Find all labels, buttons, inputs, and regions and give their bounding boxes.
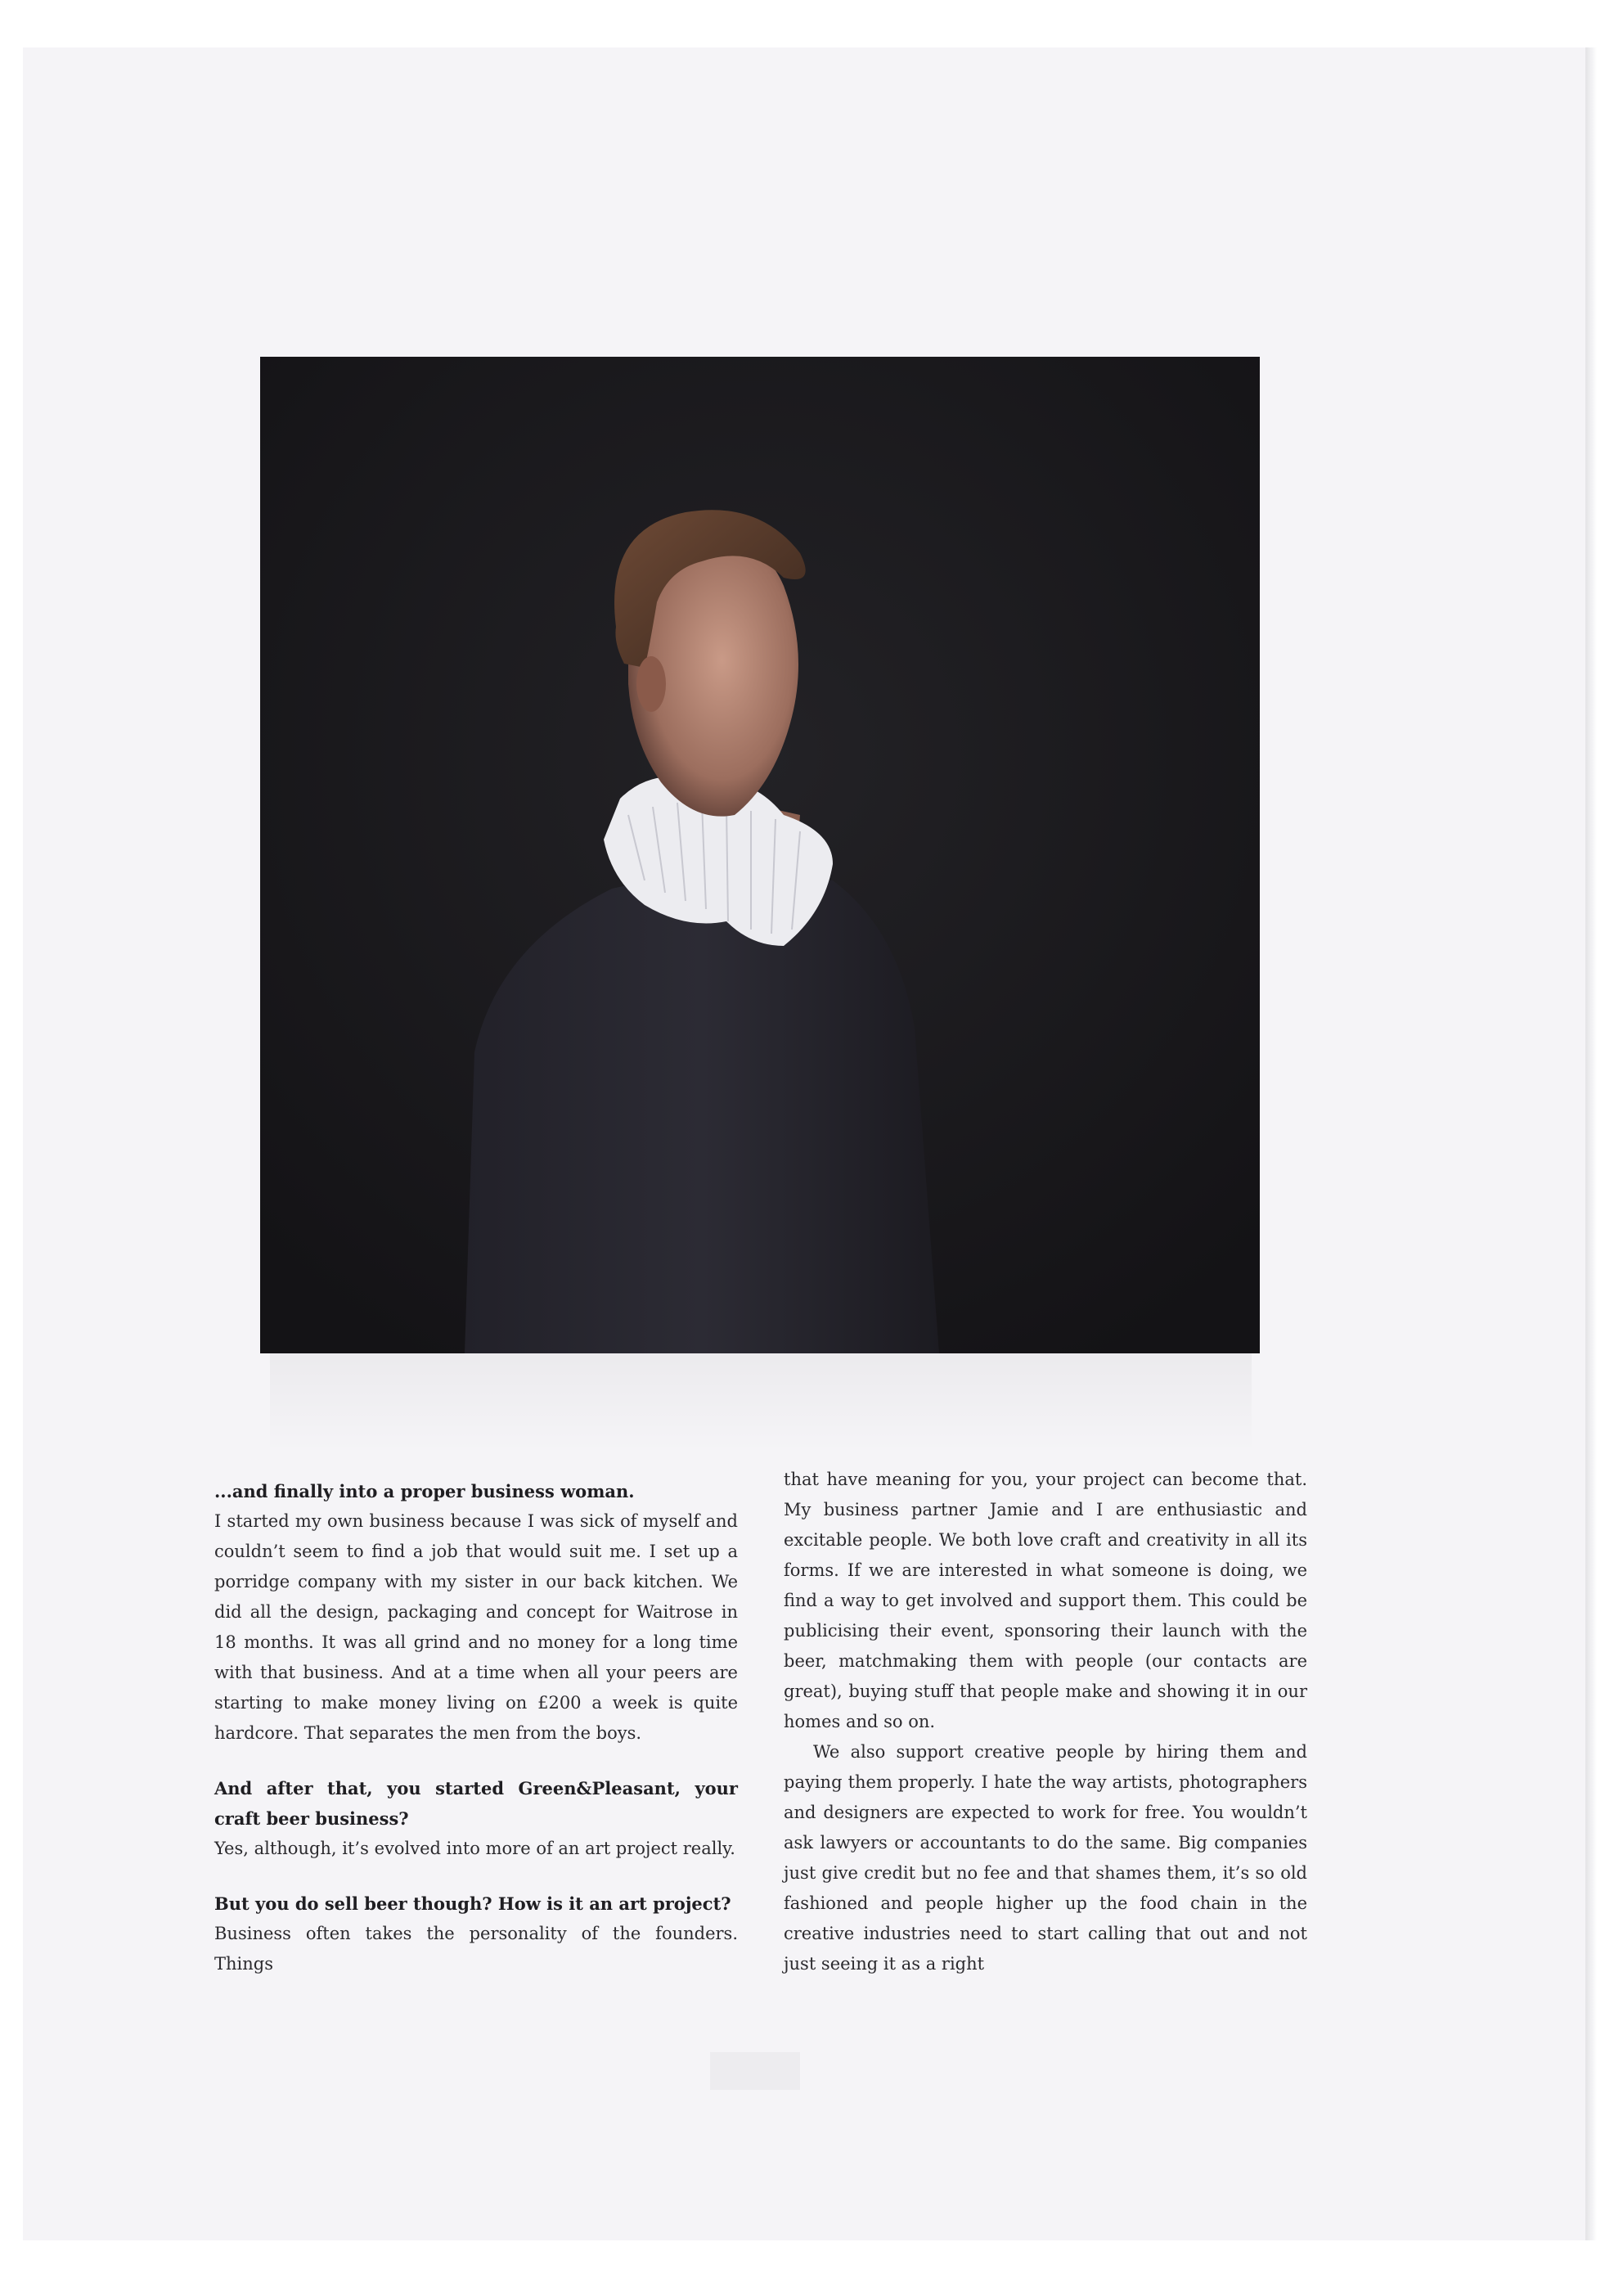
interview-question: ...and finally into a proper business woman.	[214, 1481, 635, 1501]
photo-shadow	[270, 1353, 1252, 1452]
paragraph-gap	[214, 1749, 738, 1773]
page-edge	[1585, 47, 1597, 2240]
interview-answer: that have meaning for you, your project can become that. My business partner Jamie and I are enthusiastic and excitable people. We both love craft and creativity in all its forms. If we are interested in what someone is doing, we find a way to get involved and support them. This could be publicising their event, sponsoring their launch with the beer, matchmaking them with people (our contacts are great), buying stuff that people make and showing it in our homes and so on.	[784, 1470, 1307, 1731]
paragraph-gap	[214, 1864, 738, 1889]
interview-answer: Business often takes the personality of the founders. Things	[214, 1924, 738, 1974]
interview-question: And after that, you started Green&Pleasant, your craft beer business?	[214, 1778, 738, 1829]
interview-answer: Yes, although, it’s evolved into more of an art project really.	[214, 1839, 735, 1858]
interview-question: But you do sell beer though? How is it an art project?	[214, 1893, 731, 1914]
portrait-photo	[260, 357, 1260, 1353]
article-right-column	[784, 1465, 1307, 1979]
article-left-column	[214, 1476, 738, 1979]
faint-bleedthrough-mark	[710, 2052, 800, 2090]
interview-answer: We also support creative people by hiring them and paying them properly. I hate the way artists, photographers and designers are expected to work for free. You wouldn’t ask lawyers or accountants to do the same. Big companies just give credit but no fee and that shames them, it’s so old fashioned and people higher up the food chain in the creative industries need to start calling that out and not just seeing it as a right	[784, 1742, 1307, 1974]
interview-answer: I started my own business because I was sick of myself and couldn’t seem to find a job that would suit me. I set up a porridge company with my sister in our back kitchen. We did all the design, packaging and concept for Waitrose in 18 months. It was all grind and no money for a long time with that business. And at a time when all your peers are starting to make money living on £200 a week is quite hardcore. That separates the men from the boys.	[214, 1511, 738, 1743]
